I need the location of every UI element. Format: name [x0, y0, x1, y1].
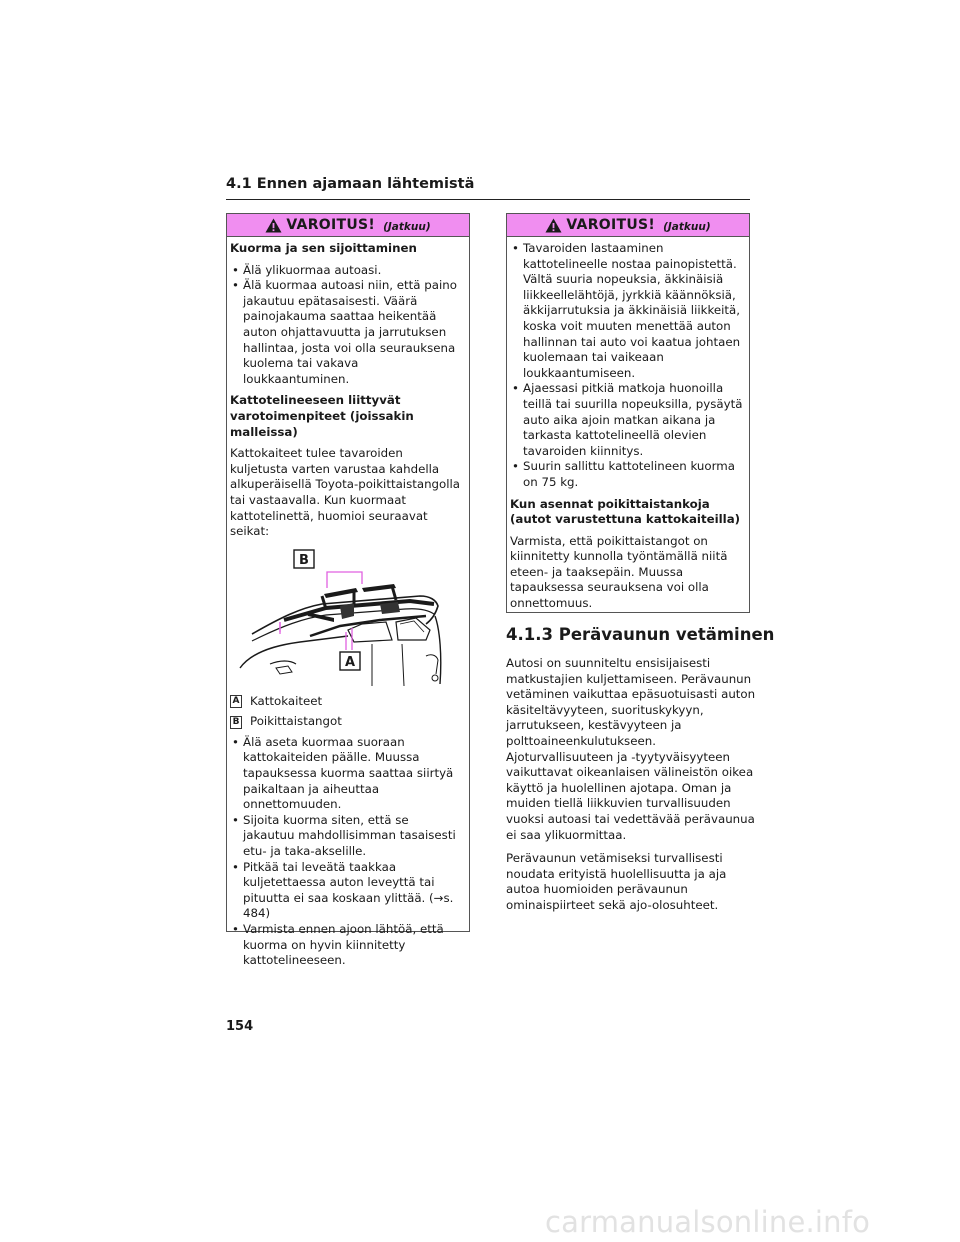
legend-text: Poikittaistangot	[250, 714, 342, 729]
list-item: • Sijoita kuorma siten, että se jakautuu mahdollisimman tasaisesti etu- ja taka-akselille.	[230, 813, 463, 860]
list-item: • Älä ylikuormaa autoasi.	[230, 263, 463, 279]
legend-text: Kattokaiteet	[250, 693, 323, 708]
warning-header	[227, 214, 469, 237]
car-roof-illustration	[230, 546, 462, 690]
legend-tag: B	[230, 716, 242, 729]
page-number: 154	[226, 1019, 254, 1034]
subheading: Kuorma ja sen sijoittaminen	[230, 241, 417, 255]
warning-triangle-icon	[545, 218, 562, 233]
paragraph: Varmista, että poikittaistangot on kiinnitetty kunnolla työntämällä niitä eteen- ja taaksepäin. Muussa tapauksessa seurauksena voi olla onnettomuus.	[510, 533, 728, 611]
list-item: • Varmista ennen ajoon lähtöä, että kuorma on hyvin kiinnitetty kattotelineeseen.	[230, 922, 463, 969]
bullet-list	[230, 735, 463, 969]
legend-item-b	[230, 714, 463, 730]
list-item: • Tavaroiden lastaaminen kattotelineelle nostaa painopistettä. Vältä suuria nopeuksia, äkkinäisiä liikkeellelähtöjä, jyrkkiä käännöksiä, äkkijarrutuksia ja äkkinäisiä liikkeitä, koska voit muuten menettää auton hallinnan tai auto voi kaatua johtaen kuolemaan tai vaikeaan loukkaantumiseen.	[510, 241, 743, 381]
warning-title: VAROITUS!	[286, 217, 376, 233]
list-item: • Älä aseta kuormaa suoraan kattokaiteiden päälle. Muussa tapauksessa kuorma saattaa siirtyä paikaltaan ja aiheuttaa onnettomuuden.	[230, 735, 463, 813]
warning-header	[507, 214, 749, 237]
warning-triangle-icon	[265, 218, 282, 233]
warning-box-right	[506, 213, 750, 613]
bullet-list	[510, 241, 743, 491]
list-item: • Pitkää tai leveätä taakkaa kuljetettaessa auton leveyttä tai pituutta ei saa koskaan ylittää. (→s. 484)	[230, 860, 463, 922]
section-body	[506, 656, 756, 922]
roof-rack-figure	[230, 546, 462, 690]
legend-tag: A	[230, 695, 242, 708]
warning-title: VAROITUS!	[566, 217, 656, 233]
header-rule	[226, 199, 750, 200]
paragraph: Autosi on suunniteltu ensisijaisesti matkustajien kuljettamiseen. Perävaunun vetäminen vaikuttaa epäsuotuisasti auton käsiteltävyyteen, suorituskykyyn, jarrutukseen, kestävyyteen ja polttoaineenkulutukseen. Ajoturvallisuuteen ja -tyytyväisyyteen vaikuttavat oikeanlaisen välineistön oikea käyttö ja huolellinen ajotapa. Oman ja muiden tiellä liikkuvien turvallisuuden vuoksi autoasi tai vedettävää perävaunua ei saa ylikuormittaa.	[506, 656, 756, 842]
paragraph: Kattokaiteet tulee tavaroiden kuljetusta varten varustaa kahdella alkuperäisellä Toyota-poikittaistangolla tai vastaavalla. Kun kuormaat kattotelinettä, huomioi seuraavat seikat:	[230, 446, 461, 539]
figure-label-b: B	[299, 552, 309, 568]
figure-label-a: A	[344, 654, 356, 670]
list-item: • Suurin sallittu kattotelineen kuorma on 75 kg.	[510, 459, 743, 490]
paragraph: Perävaunun vetämiseksi turvallisesti noudata erityistä huolellisuutta ja aja autoa huomioiden perävaunun ominaispiirteet sekä ajo-olosuhteet.	[506, 851, 727, 912]
watermark: carmanualsonline.info	[545, 1205, 871, 1239]
warning-continued: (Jatkuu)	[663, 221, 711, 233]
list-item: • Ajaessasi pitkiä matkoja huonoilla teillä tai suurilla nopeuksilla, pysäytä auto aika ajoin matkan aikana ja tarkasta kattotelineellä olevien tavaroiden kiinnitys.	[510, 381, 743, 459]
section-title: 4.1.3 Perävaunun vetäminen	[506, 625, 775, 644]
list-item: • Älä kuormaa autoasi niin, että paino jakautuu epätasaisesti. Väärä painojakauma saattaa heikentää auton ohjattavuutta ja jarrutuksen hallintaa, josta voi olla seurauksena kuolema tai vakava loukkaantuminen.	[230, 278, 463, 387]
legend-item-a	[230, 694, 463, 710]
bullet-list	[230, 263, 463, 388]
section-header: 4.1 Ennen ajamaan lähtemistä	[226, 176, 475, 192]
warning-continued: (Jatkuu)	[383, 221, 431, 233]
subheading: Kattotelineeseen liittyvät varotoimenpiteet (joissakin malleissa)	[230, 393, 414, 439]
warning-box-left	[226, 213, 470, 968]
subheading: Kun asennat poikittaistankoja (autot varustettuna kattokaiteilla)	[510, 496, 741, 527]
